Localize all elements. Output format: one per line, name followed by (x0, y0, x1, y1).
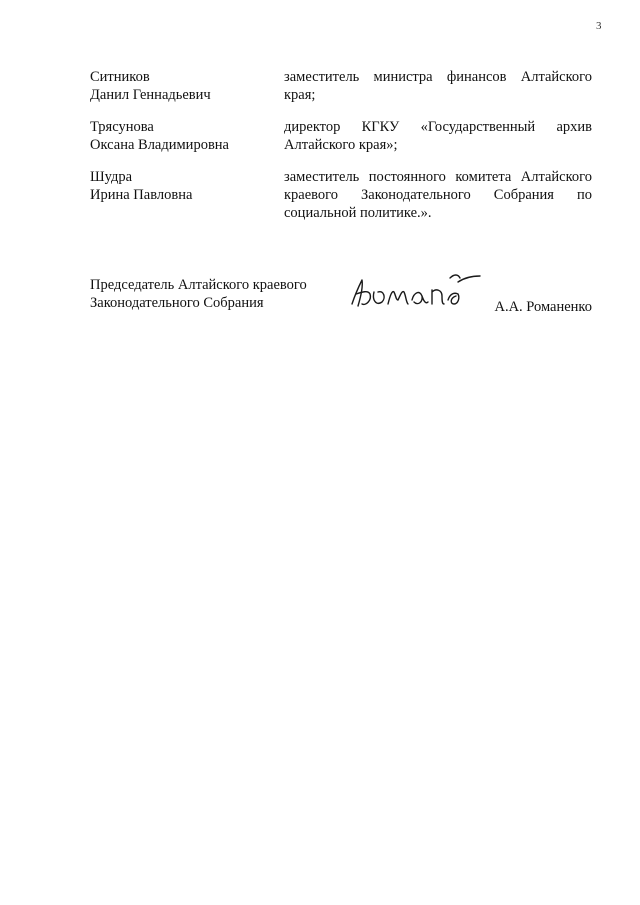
member-name (90, 68, 284, 104)
member-entry (90, 118, 592, 154)
member-given-names: Ирина Павловна (90, 187, 193, 203)
page-number: 3 (596, 20, 602, 32)
member-name (90, 118, 284, 154)
member-given-names: Оксана Владимировна (90, 137, 229, 153)
member-entry (90, 68, 592, 104)
signature-block (90, 276, 592, 336)
signatory-title-line: Законодательного Собрания (90, 295, 264, 311)
signatory-title-line: Председатель Алтайского краевого (90, 277, 307, 293)
member-given-names: Данил Геннадьевич (90, 87, 211, 103)
member-surname: Трясунова (90, 119, 154, 135)
handwritten-signature (346, 270, 486, 320)
member-role: заместитель министра финансов Алтайского края; (284, 69, 592, 103)
member-surname: Шудра (90, 169, 133, 185)
signatory-name: А.А. Романенко (494, 299, 592, 315)
signatory-title (90, 276, 340, 312)
member-name (90, 168, 284, 222)
member-role: заместитель постоянного комитета Алтайского краевого Законодательного Собрания по социальной политике.». (284, 169, 592, 221)
member-surname: Ситников (90, 69, 150, 85)
member-role: директор КГКУ «Государственный архив Алтайского края»; (284, 119, 592, 153)
members-list (90, 68, 592, 236)
member-entry (90, 168, 592, 222)
